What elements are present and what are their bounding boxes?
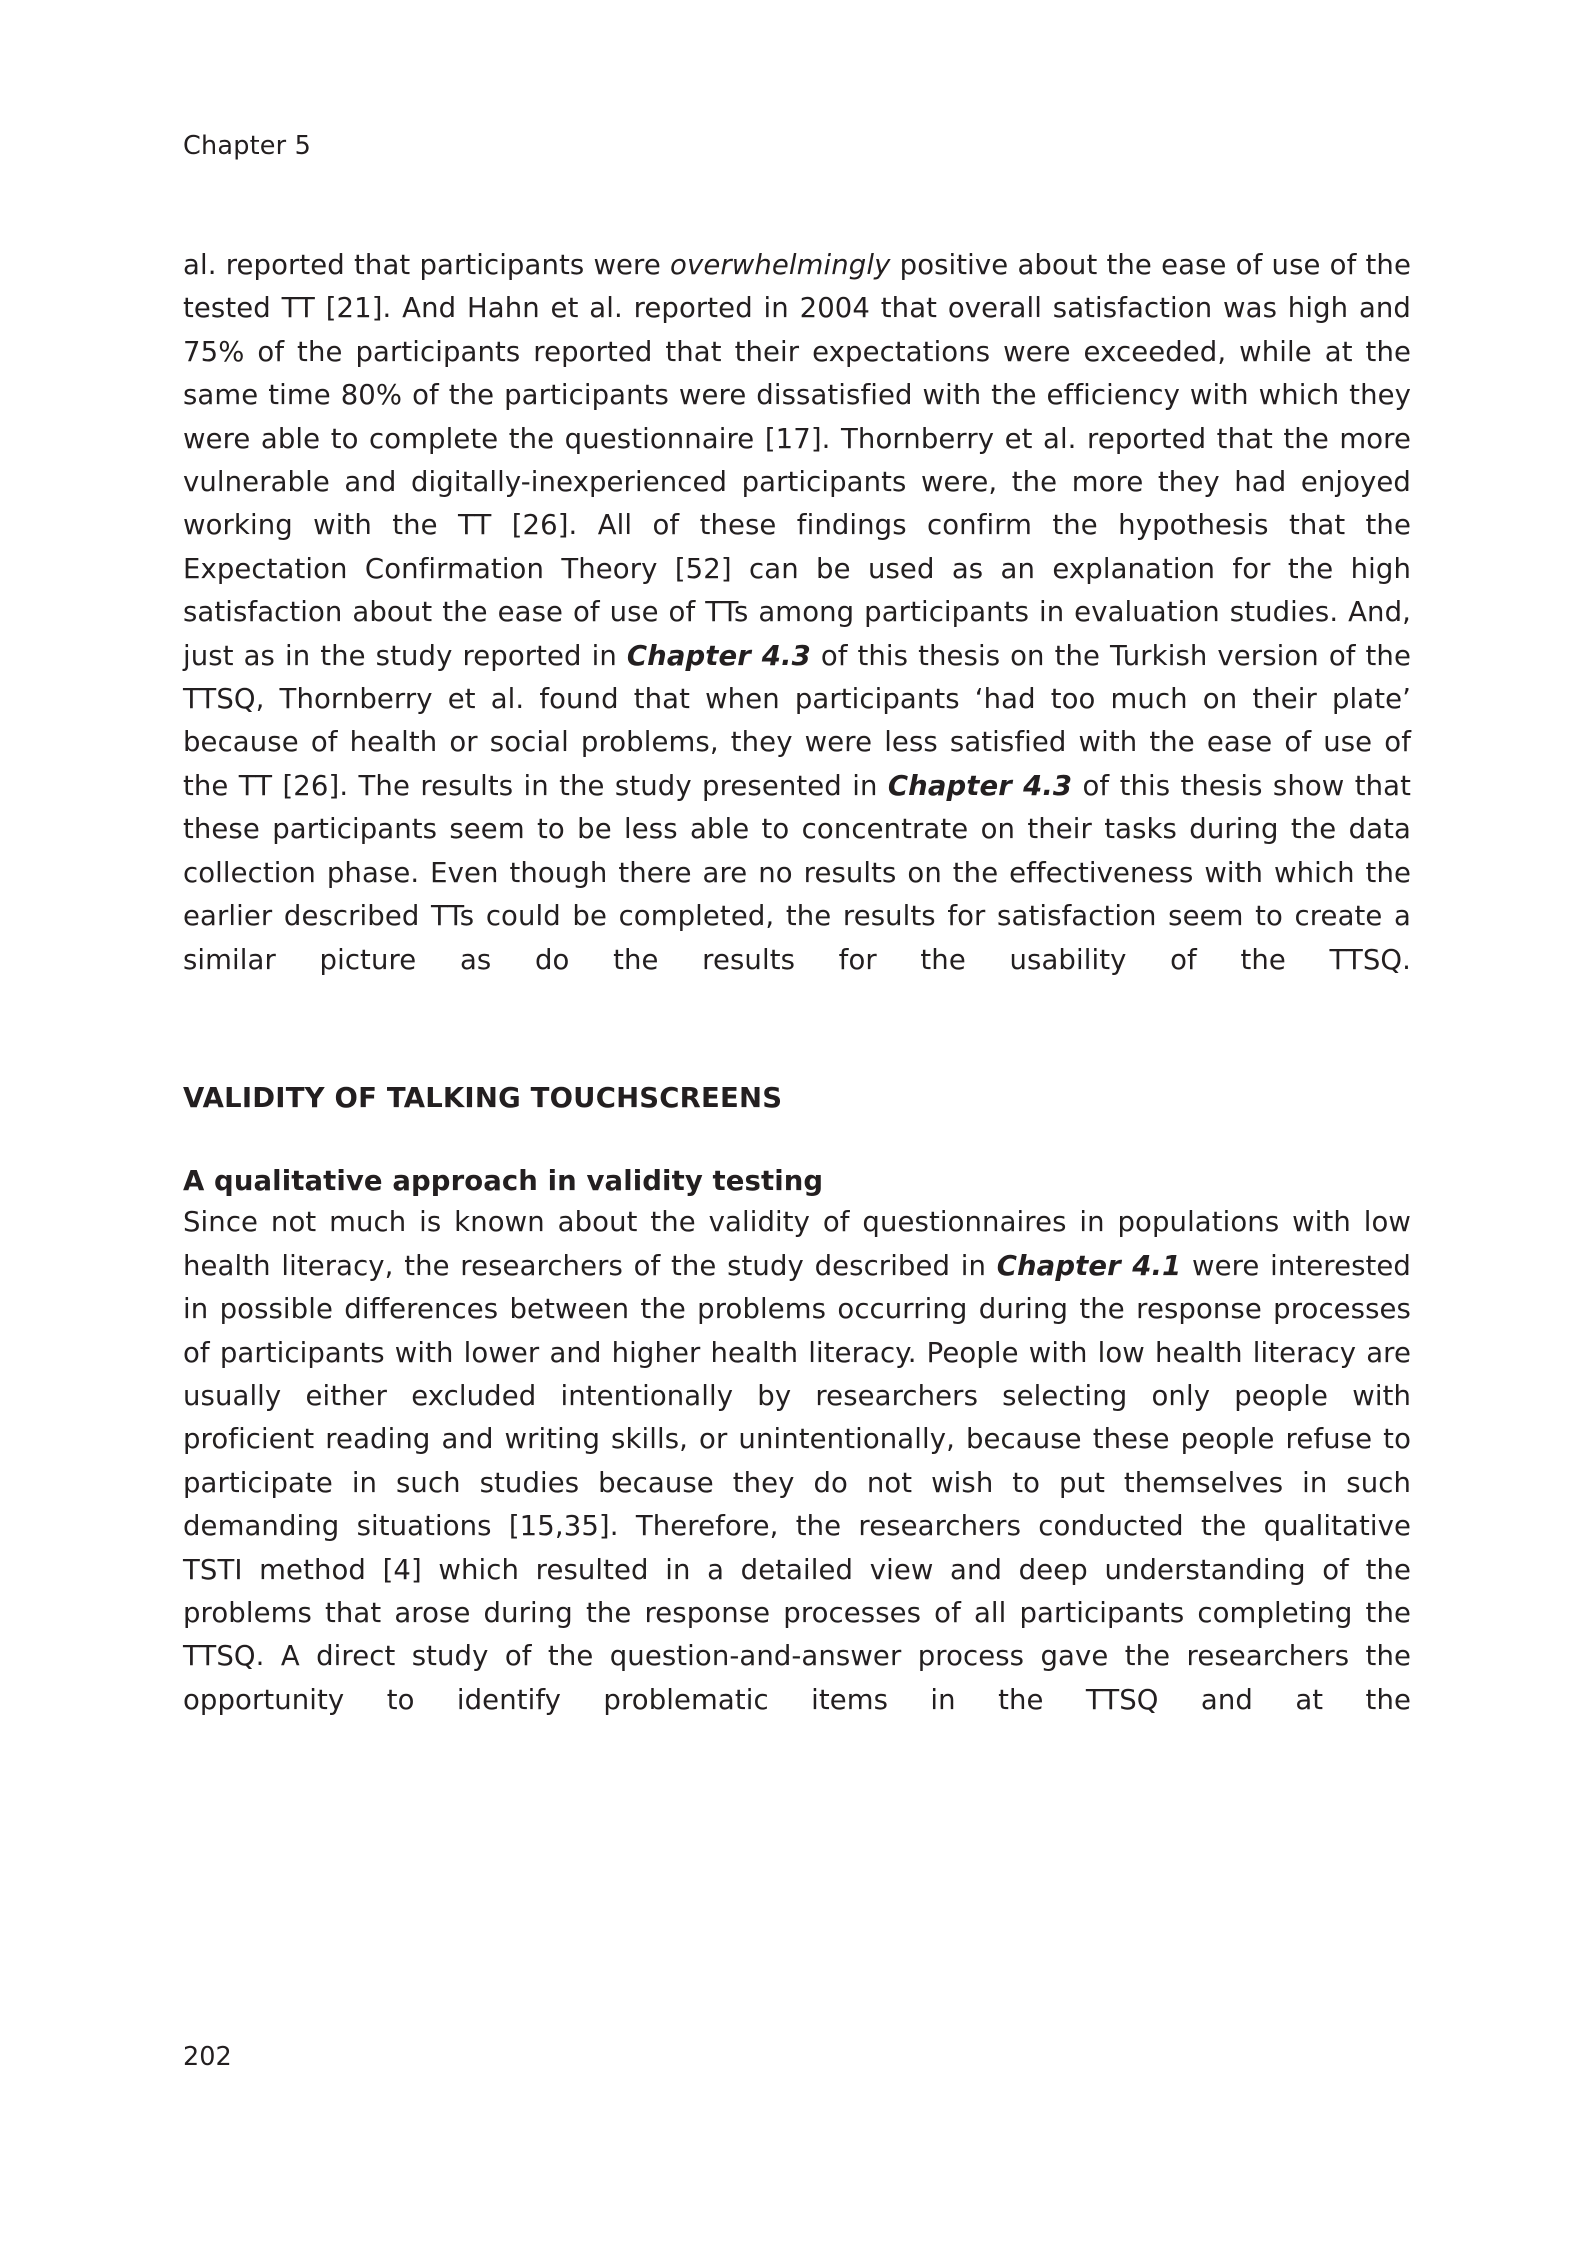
page-number: 202 <box>183 2042 232 2072</box>
section-heading: VALIDITY OF TALKING TOUCHSCREENS <box>183 1082 783 1115</box>
sub-heading: A qualitative approach in validity testing <box>183 1165 824 1198</box>
text-run: al. reported that participants were <box>183 249 671 281</box>
text-run: were interested in possible differences between the problems occurring during the response processes of participants with lower and higher health literacy. People with low health literacy are usually either excluded intentionally by researchers selecting only people with proficient reading and writing skills, or unintentionally, because these people refuse to participate in such studies because they do not wish to put themselves in such demanding situations [15,35]. Therefore, the researchers conducted the qualitative TSTI method [4] which resulted in a detailed view and deep understanding of the problems that arose during the response processes of all participants completing the TTSQ. A direct study of the question-and-answer process gave the researchers the opportunity to identify problematic items in the TTSQ and at the <box>183 1249 1411 1716</box>
paragraph-1 <box>183 244 1411 1025</box>
running-head: Chapter 5 <box>183 131 312 161</box>
emphasis-text: overwhelmingly <box>670 249 891 281</box>
text-run: positive about the ease of use of the tested TT [21]. And Hahn et al. reported in 2004 that overall satisfaction was high and 75% of the participants reported that their expectations were exceeded, while at the same time 80% of the participants were dissatisfied with the efficiency with which they were able to complete the questionnaire [17]. Thornberry et al. reported that the more vulnerable and digitally-inexperienced participants were, the more they had enjoyed working with the TT [26]. All of these findings confirm the hypothesis that the Expectation Confirmation Theory [52] can be used as an explanation for the high satisfaction about the ease of use of TTs among participants in evaluation studies. And, just as in the study reported in <box>183 249 1411 672</box>
cross-reference: Chapter 4.1 <box>996 1249 1182 1282</box>
text-run: of this thesis on the Turkish version of the TTSQ, Thornberry et al. found that when participants ‘had too much on their plate’ because of health or social problems, they were less satisfied with the ease of use of the TT [26]. The results in the study presented in <box>183 639 1411 802</box>
text-run: of this thesis show that these participants seem to be less able to concentrate on their tasks during the data collection phase. Even though there are no results on the effectiveness with which the earlier described TTs could be completed, the results for satisfaction seem to create a similar picture as do the results for the usability of the TTSQ. <box>183 769 1411 976</box>
cross-reference: Chapter 4.3 <box>626 639 811 672</box>
paragraph-2 <box>183 1201 1411 1765</box>
cross-reference: Chapter 4.3 <box>887 769 1073 802</box>
page-body <box>183 244 1411 1766</box>
text-run: Since not much is known about the validity of questionnaires in populations with low health literacy, the researchers of the study described in <box>183 1206 1411 1282</box>
